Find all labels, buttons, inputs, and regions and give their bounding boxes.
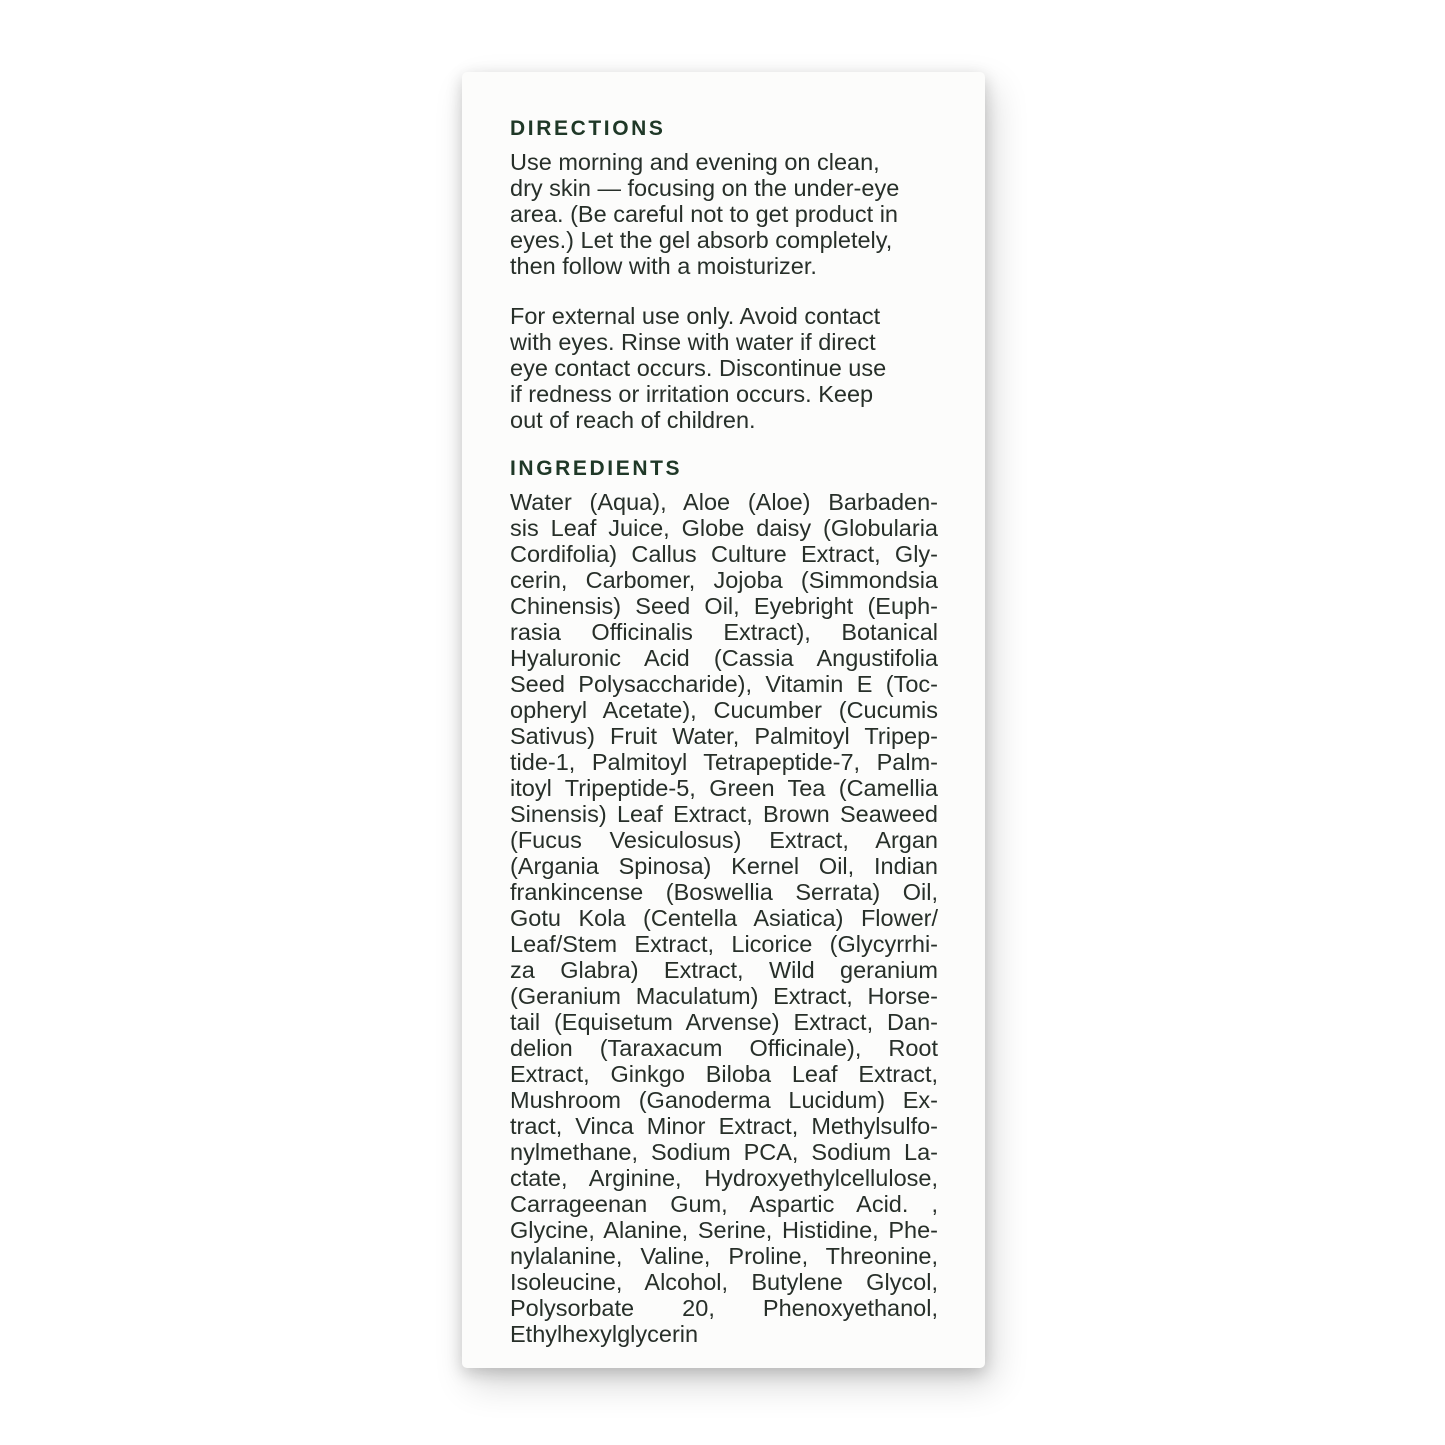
ingredients-line: cerin, Carbomer, Jojoba (Simmondsia — [510, 567, 938, 593]
label-back-panel — [462, 72, 985, 1368]
ingredients-line: Polysorbate 20, Phenoxyethanol, — [510, 1295, 938, 1321]
ingredients-line: Water (Aqua), Aloe (Aloe) Barbaden- — [510, 489, 938, 515]
ingredients-line: Cordifolia) Callus Culture Extract, Gly- — [510, 541, 938, 567]
ingredients-line: Seed Polysaccharide), Vitamin E (Toc- — [510, 671, 938, 697]
ingredients-line: ctate, Arginine, Hydroxyethylcellulose, — [510, 1165, 938, 1191]
directions-usage-line: area. (Be careful not to get product in — [510, 201, 898, 227]
ingredients-line: Sativus) Fruit Water, Palmitoyl Tripep- — [510, 723, 938, 749]
ingredients-line: Glycine, Alanine, Serine, Histidine, Phe- — [510, 1217, 938, 1243]
ingredients-line: Sinensis) Leaf Extract, Brown Seaweed — [510, 801, 938, 827]
ingredients-line: tract, Vinca Minor Extract, Methylsulfo- — [510, 1113, 938, 1139]
ingredients-heading: INGREDIENTS — [510, 457, 683, 480]
ingredients-line: (Geranium Maculatum) Extract, Horse- — [510, 983, 938, 1009]
directions-warning-line: eye contact occurs. Discontinue use — [510, 355, 887, 381]
ingredients-line: nylmethane, Sodium PCA, Sodium La- — [510, 1139, 938, 1165]
ingredients-line: frankincense (Boswellia Serrata) Oil, — [510, 879, 938, 905]
ingredients-line: tide-1, Palmitoyl Tetrapeptide-7, Palm- — [510, 749, 938, 775]
ingredients-line: Hyaluronic Acid (Cassia Angustifolia — [510, 645, 938, 671]
ingredients-line: Carrageenan Gum, Aspartic Acid. , — [510, 1191, 938, 1217]
ingredients-line: Ethylhexylglycerin — [510, 1321, 699, 1347]
ingredients-line: Gotu Kola (Centella Asiatica) Flower/ — [510, 905, 938, 931]
directions-usage-line: Use morning and evening on clean, — [510, 149, 880, 175]
ingredients-line: za Glabra) Extract, Wild geranium — [510, 957, 938, 983]
ingredients-line: Mushroom (Ganoderma Lucidum) Ex- — [510, 1087, 938, 1113]
ingredients-line: rasia Officinalis Extract), Botanical — [510, 619, 938, 645]
ingredients-line: itoyl Tripeptide-5, Green Tea (Camellia — [510, 775, 938, 801]
directions-usage-line: dry skin — focusing on the under-eye — [510, 175, 900, 201]
ingredients-list — [510, 489, 938, 1347]
ingredients-line: (Argania Spinosa) Kernel Oil, Indian — [510, 853, 938, 879]
directions-warning-line: with eyes. Rinse with water if direct — [510, 329, 876, 355]
directions-warning-paragraph — [510, 303, 938, 433]
directions-warning-line: For external use only. Avoid contact — [510, 303, 881, 329]
ingredients-line: Chinensis) Seed Oil, Eyebright (Euph- — [510, 593, 938, 619]
ingredients-line: delion (Taraxacum Officinale), Root — [510, 1035, 938, 1061]
ingredients-line: nylalanine, Valine, Proline, Threonine, — [510, 1243, 938, 1269]
ingredients-line: sis Leaf Juice, Globe daisy (Globularia — [510, 515, 938, 541]
directions-usage-line: then follow with a moisturizer. — [510, 253, 817, 279]
ingredients-line: Extract, Ginkgo Biloba Leaf Extract, — [510, 1061, 938, 1087]
directions-usage-line: eyes.) Let the gel absorb completely, — [510, 227, 893, 253]
ingredients-line: Leaf/Stem Extract, Licorice (Glycyrrhi- — [510, 931, 938, 957]
ingredients-line: tail (Equisetum Arvense) Extract, Dan- — [510, 1009, 938, 1035]
directions-usage-paragraph — [510, 149, 938, 279]
ingredients-line: Isoleucine, Alcohol, Butylene Glycol, — [510, 1269, 938, 1295]
ingredients-line: (Fucus Vesiculosus) Extract, Argan — [510, 827, 938, 853]
directions-warning-line: out of reach of children. — [510, 407, 756, 433]
directions-heading: DIRECTIONS — [510, 117, 666, 140]
ingredients-line: opheryl Acetate), Cucumber (Cucumis — [510, 697, 938, 723]
directions-warning-line: if redness or irritation occurs. Keep — [510, 381, 874, 407]
